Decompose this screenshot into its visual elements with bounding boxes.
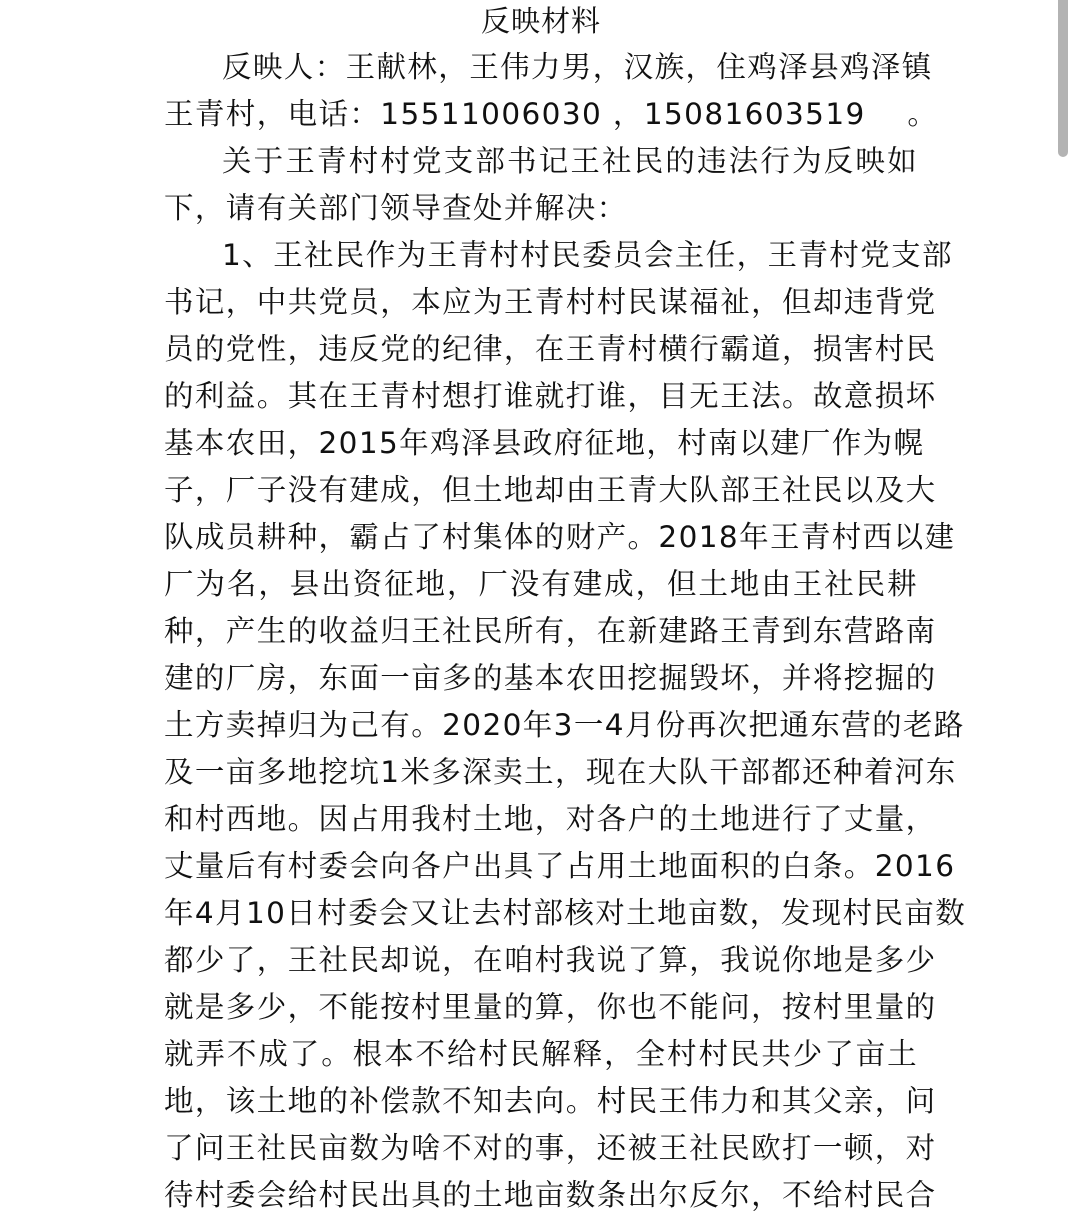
text-line: 书记，中共党员，本应为王青村村民谋福祉，但却违背党 bbox=[164, 285, 937, 319]
paragraph-intro bbox=[164, 138, 918, 232]
vertical-scrollbar-thumb[interactable] bbox=[1058, 0, 1068, 157]
text-line: 就是多少，不能按村里量的算，你也不能问，按村里量的 bbox=[164, 990, 937, 1024]
paragraph-reporter-info bbox=[164, 44, 939, 138]
text-line: 王青村，电话：15511006030 ，15081603519 。 bbox=[164, 97, 939, 131]
text-line: 了问王社民亩数为啥不对的事，还被王社民欧打一顿，对 bbox=[164, 1131, 937, 1165]
text-line: 就弄不成了。根本不给村民解释，全村村民共少了亩土 bbox=[164, 1037, 918, 1071]
text-line: 年4月10日村委会又让去村部核对土地亩数，发现村民亩数 bbox=[164, 896, 967, 930]
text-line: 子，厂子没有建成，但土地却由王青大队部王社民以及大 bbox=[164, 473, 937, 507]
paragraph-item-1 bbox=[164, 232, 967, 1219]
text-line: 厂为名，县出资征地，厂没有建成，但土地由王社民耕 bbox=[164, 567, 918, 601]
text-line: 及一亩多地挖坑1米多深卖土，现在大队干部都还种着河东 bbox=[164, 755, 957, 789]
text-line: 土方卖掉归为己有。2020年3一4月份再次把通东营的老路 bbox=[164, 708, 965, 742]
text-line: 关于王青村村党支部书记王社民的违法行为反映如 bbox=[222, 144, 918, 178]
text-line: 1、王社民作为王青村村民委员会主任，王青村党支部 bbox=[222, 238, 953, 272]
document-page bbox=[164, 0, 967, 1219]
text-line: 种，产生的收益归王社民所有，在新建路王青到东营路南 bbox=[164, 614, 937, 648]
text-line: 丈量后有村委会向各户出具了占用土地面积的白条。2016 bbox=[164, 849, 956, 883]
text-line: 地，该土地的补偿款不知去向。村民王伟力和其父亲，问 bbox=[164, 1084, 937, 1118]
text-line: 基本农田，2015年鸡泽县政府征地，村南以建厂作为幌 bbox=[164, 426, 925, 460]
text-line: 队成员耕种，霸占了村集体的财产。2018年王青村西以建 bbox=[164, 520, 956, 554]
text-line: 建的厂房，东面一亩多的基本农田挖掘毁坏，并将挖掘的 bbox=[164, 661, 937, 695]
text-line: 反映人：王献林，王伟力男，汉族，住鸡泽县鸡泽镇 bbox=[222, 50, 933, 84]
text-line: 员的党性，违反党的纪律，在王青村横行霸道，损害村民 bbox=[164, 332, 937, 366]
text-line: 下，请有关部门领导查处并解决： bbox=[164, 191, 628, 225]
text-line: 待村委会给村民出具的土地亩数条出尔反尔，不给村民合 bbox=[164, 1178, 937, 1212]
text-line: 都少了，王社民却说，在咱村我说了算，我说你地是多少 bbox=[164, 943, 937, 977]
text-line: 的利益。其在王青村想打谁就打谁，目无王法。故意损坏 bbox=[164, 379, 937, 413]
document-title: 反映材料 bbox=[480, 4, 601, 38]
text-line: 和村西地。因占用我村土地，对各户的土地进行了丈量， bbox=[164, 802, 937, 836]
